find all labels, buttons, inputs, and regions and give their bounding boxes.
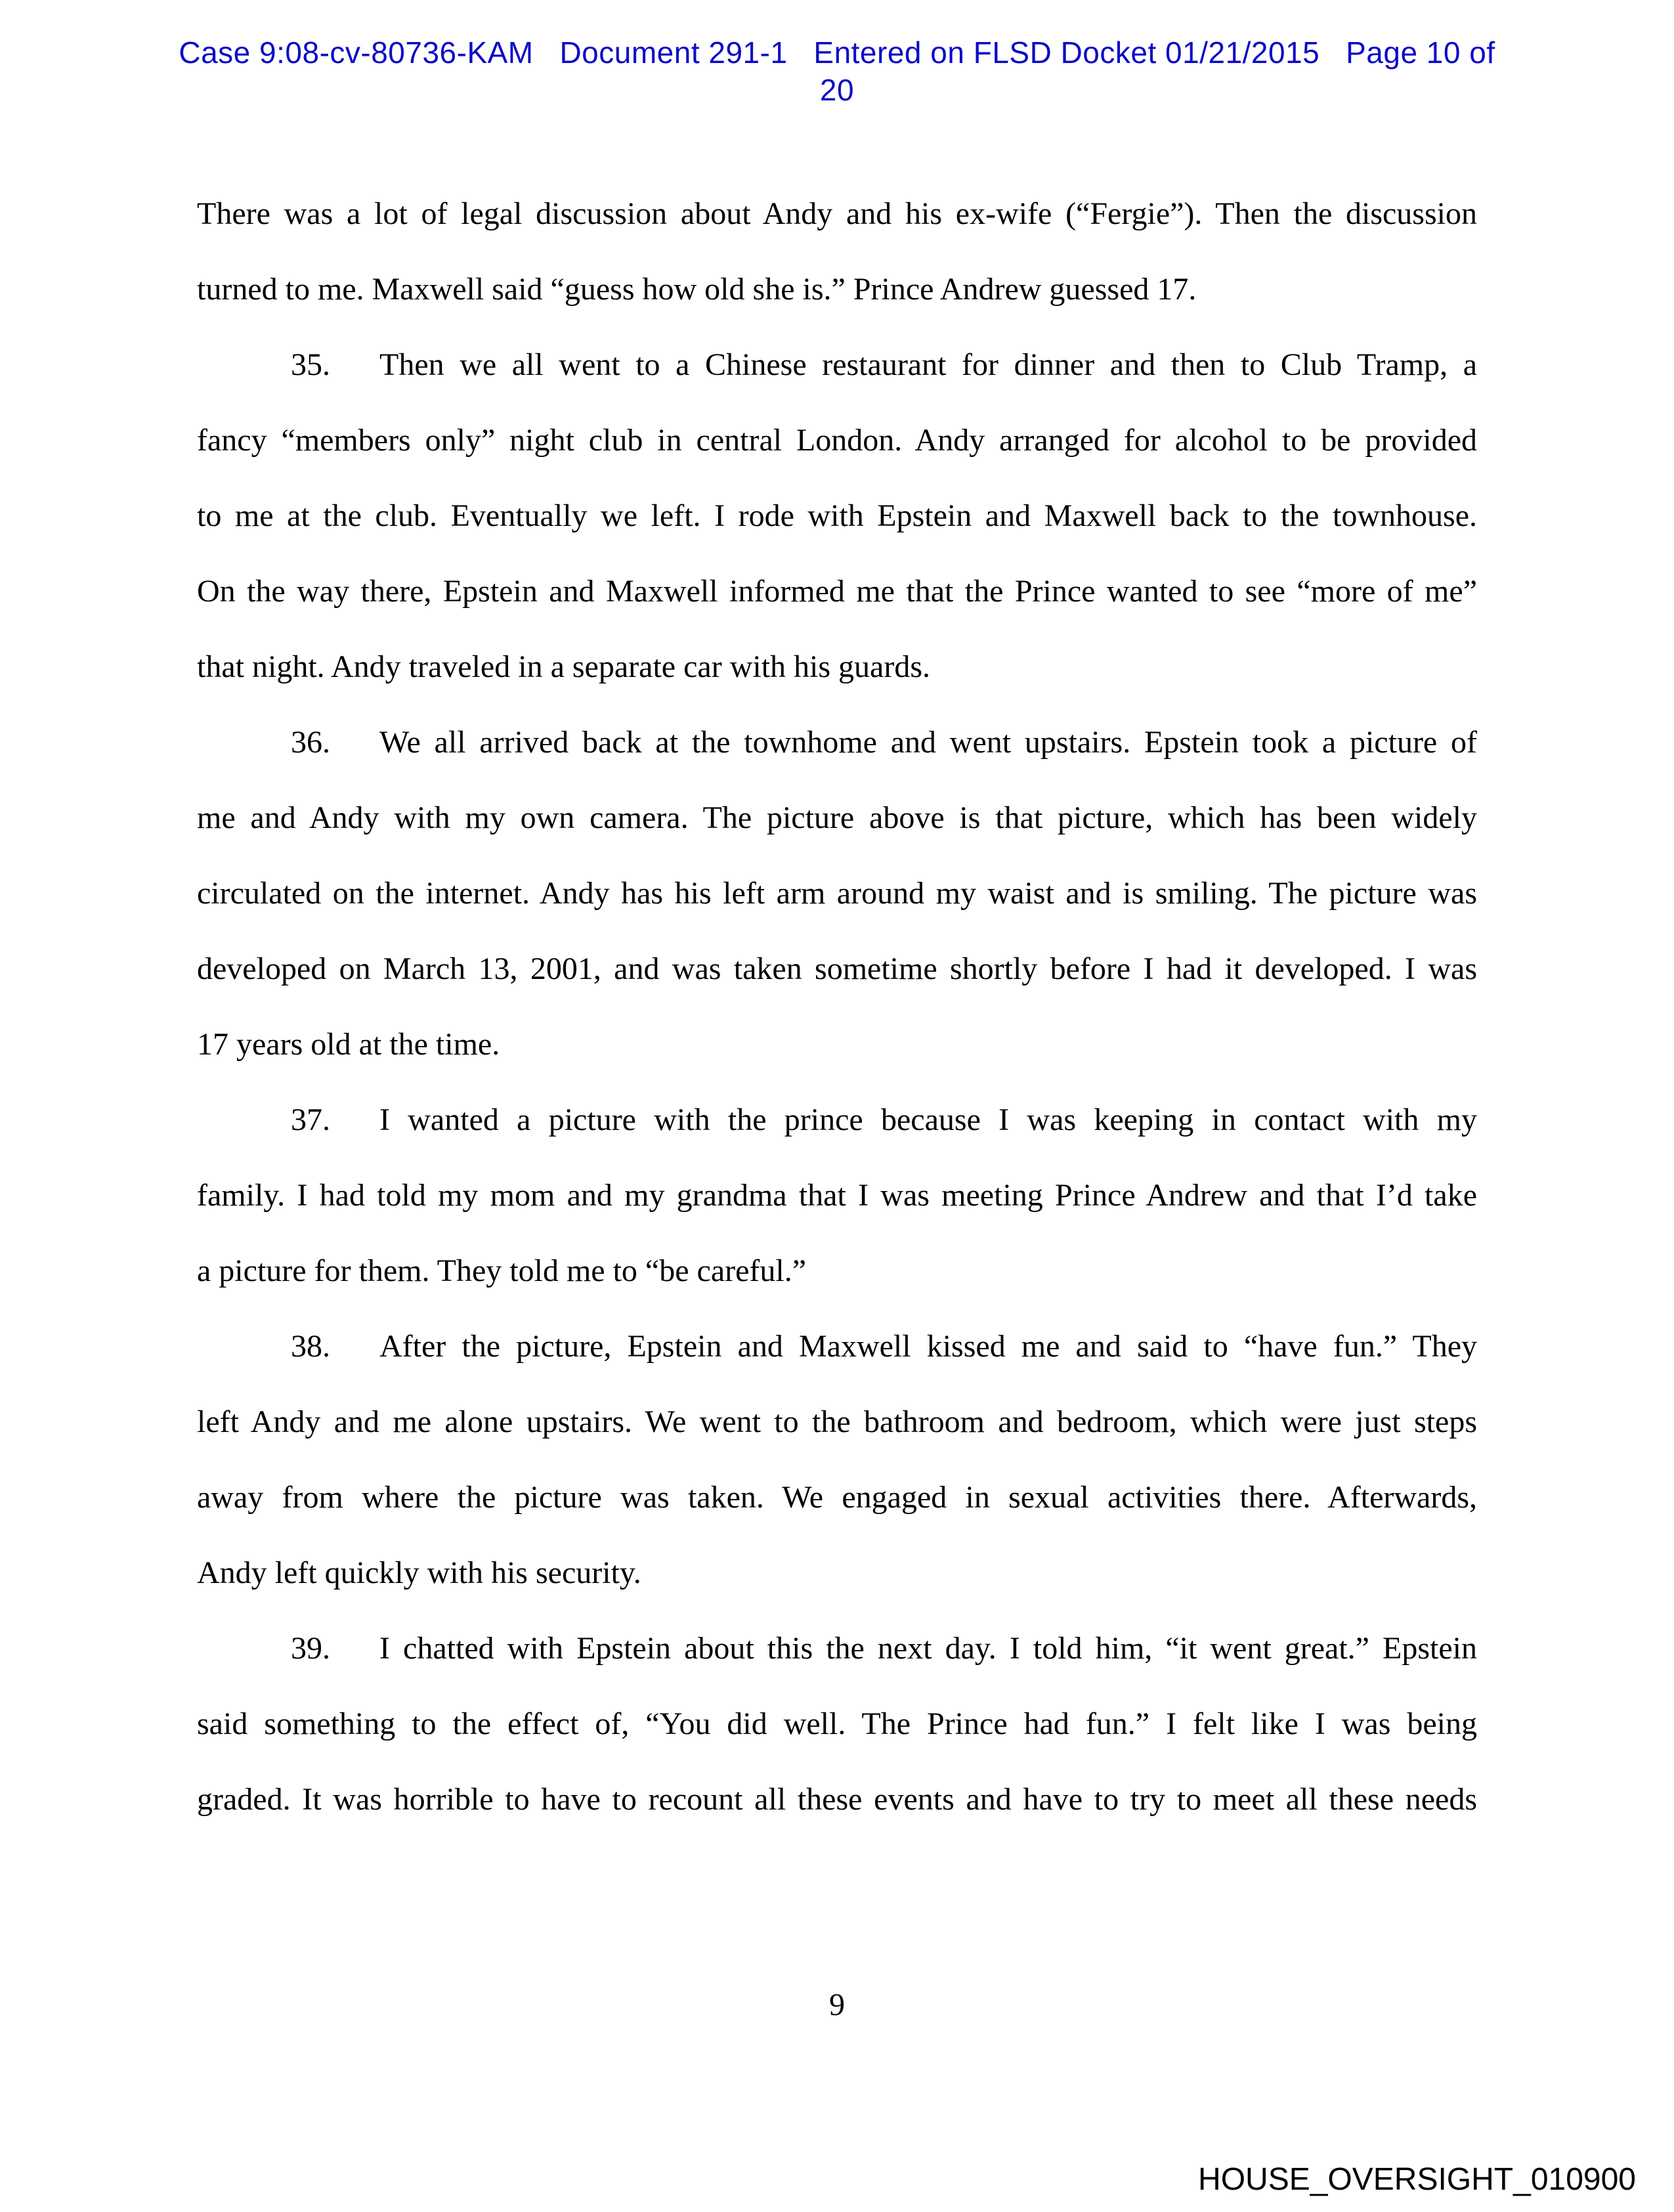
case-header-line1: Case 9:08-cv-80736-KAM Document 291-1 Entered on FLSD Docket 01/21/2015 Page 10 of xyxy=(179,35,1495,70)
paragraph-number: 35. xyxy=(291,347,330,382)
case-header-stamp xyxy=(0,34,1674,109)
line-text: We all arrived back at the townhome and went upstairs. Epstein took a picture of xyxy=(379,725,1477,760)
body-line: Andy left quickly with his security. xyxy=(197,1555,641,1590)
body-line: that night. Andy traveled in a separate car with his guards. xyxy=(197,649,931,684)
body-line: graded. It was horrible to have to recount all these events and have to try to meet all these needs xyxy=(197,1782,1477,1817)
body-line xyxy=(197,705,1477,780)
body-line: 17 years old at the time. xyxy=(197,1027,500,1062)
body-line: turned to me. Maxwell said “guess how old she is.” Prince Andrew guessed 17. xyxy=(197,272,1197,307)
body-line: away from where the picture was taken. We engaged in sexual activities there. Afterwards, xyxy=(197,1480,1477,1515)
body-line: fancy “members only” night club in central London. Andy arranged for alcohol to be provided xyxy=(197,423,1477,458)
line-text: After the picture, Epstein and Maxwell kissed me and said to “have fun.” They xyxy=(379,1329,1477,1364)
body-line: There was a lot of legal discussion about Andy and his ex-wife (“Fergie”). Then the discussion xyxy=(197,196,1477,231)
body-line: left Andy and me alone upstairs. We went to the bathroom and bedroom, which were just steps xyxy=(197,1404,1477,1439)
page-number: 9 xyxy=(829,1987,845,2022)
body-line: to me at the club. Eventually we left. I rode with Epstein and Maxwell back to the townhouse. xyxy=(197,498,1477,533)
paragraph-number: 38. xyxy=(291,1329,330,1364)
body-line xyxy=(197,327,1477,402)
body-line: On the way there, Epstein and Maxwell informed me that the Prince wanted to see “more of me” xyxy=(197,574,1477,609)
document-body xyxy=(197,176,1477,1837)
case-header-line2: 20 xyxy=(819,73,855,107)
body-line: me and Andy with my own camera. The picture above is that picture, which has been widely xyxy=(197,800,1477,835)
body-line: a picture for them. They told me to “be careful.” xyxy=(197,1253,807,1288)
body-line xyxy=(197,1611,1477,1686)
line-text: I chatted with Epstein about this the next day. I told him, “it went great.” Epstein xyxy=(379,1631,1477,1666)
body-line: developed on March 13, 2001, and was taken sometime shortly before I had it developed. I was xyxy=(197,951,1477,986)
bates-number: HOUSE_OVERSIGHT_010900 xyxy=(1198,2162,1636,2197)
body-line xyxy=(197,1082,1477,1158)
paragraph-number: 36. xyxy=(291,725,330,760)
body-line: family. I had told my mom and my grandma that I was meeting Prince Andrew and that I’d take xyxy=(197,1178,1477,1213)
paragraph-number: 37. xyxy=(291,1102,330,1137)
body-line: circulated on the internet. Andy has his left arm around my waist and is smiling. The picture was xyxy=(197,876,1477,911)
body-line: said something to the effect of, “You did well. The Prince had fun.” I felt like I was being xyxy=(197,1706,1477,1741)
line-text: Then we all went to a Chinese restaurant for dinner and then to Club Tramp, a xyxy=(379,347,1477,382)
paragraph-number: 39. xyxy=(291,1631,330,1666)
body-line xyxy=(197,1309,1477,1384)
line-text: I wanted a picture with the prince because I was keeping in contact with my xyxy=(379,1102,1477,1137)
